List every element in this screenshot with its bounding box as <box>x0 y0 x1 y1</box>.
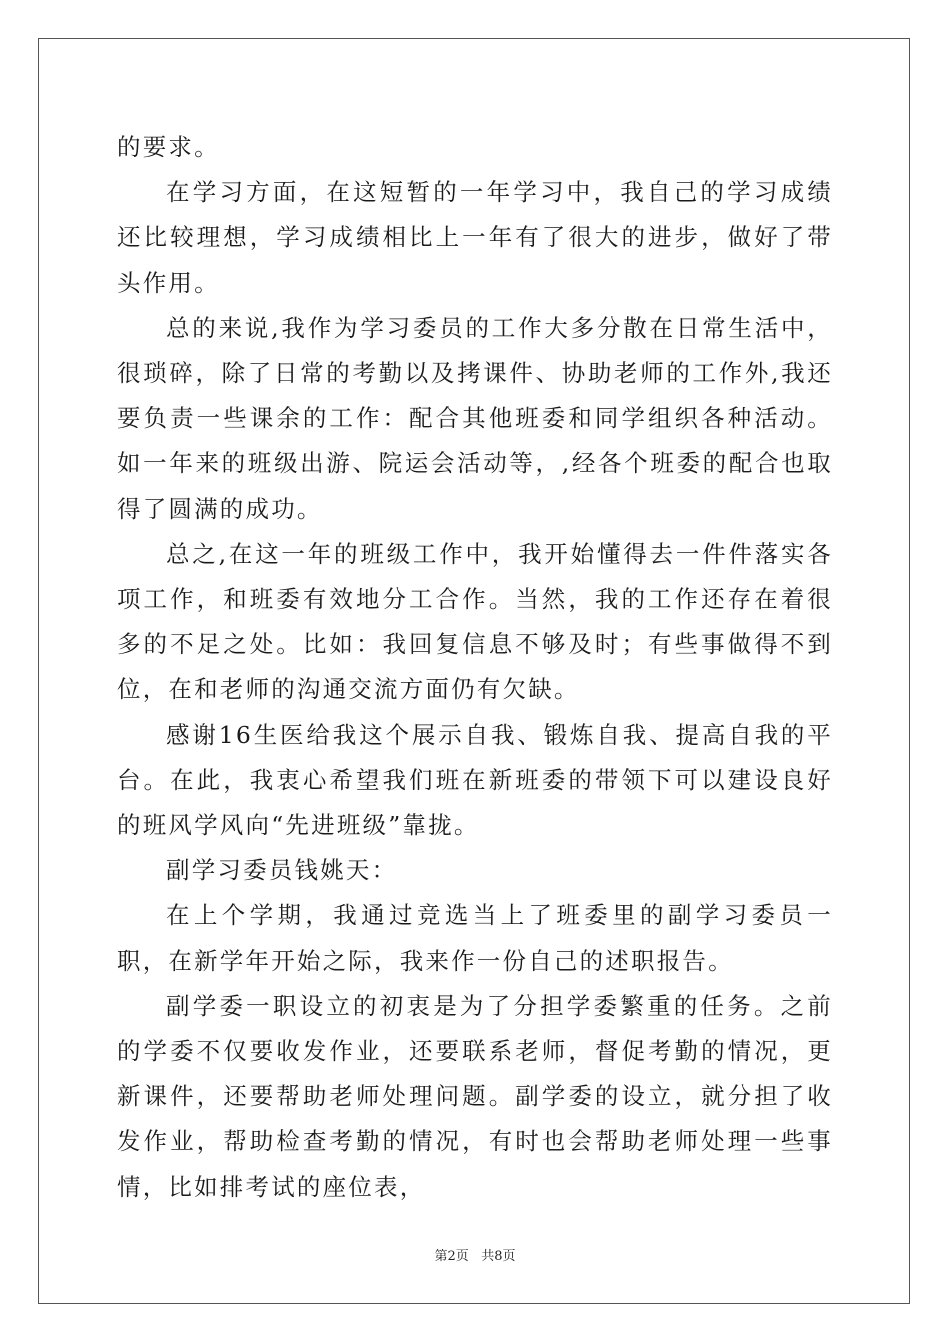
paragraph-5: 感谢16生医给我这个展示自我、锻炼自我、提高自我的平台。在此，我衷心希望我们班在新班委的带领下可以建设良好的班风学风向“先进班级”靠拢。 <box>117 720 833 840</box>
document-body <box>117 125 833 1210</box>
paragraph-7: 在上个学期，我通过竞选当上了班委里的副学习委员一职，在新学年开始之际，我来作一份自己的述职报告。 <box>117 901 833 975</box>
paragraph-2: 在学习方面，在这短暂的一年学习中，我自己的学习成绩还比较理想，学习成绩相比上一年有了很大的进步，做好了带头作用。 <box>117 178 833 297</box>
paragraph-6-heading: 副学习委员钱姚天： <box>166 856 398 885</box>
paragraph-4: 总之,在这一年的班级工作中，我开始懂得去一件件落实各项工作，和班委有效地分工合作。当然，我的工作还存在着很多的不足之处。比如：我回复信息不够及时；有些事做得不到位，在和老师的沟通交流方面仍有欠缺。 <box>117 539 833 704</box>
page-total: 共8页 <box>481 1249 516 1264</box>
paragraph-1: 的要求。 <box>117 133 220 161</box>
paragraph-3: 总的来说,我作为学习委员的工作大多分散在日常生活中，很琐碎，除了日常的考勤以及拷课件、协助老师的工作外,我还要负责一些课余的工作：配合其他班委和同学组织各种活动。如一年来的班级出游、院运会活动等，,经各个班委的配合也取得了圆满的成功。 <box>117 313 833 523</box>
page-number: 第2页 <box>434 1249 469 1264</box>
page-footer <box>0 1248 950 1266</box>
paragraph-8: 副学委一职设立的初衷是为了分担学委繁重的任务。之前的学委不仅要收发作业，还要联系老师，督促考勤的情况，更新课件，还要帮助老师处理问题。副学委的设立，就分担了收发作业，帮助检查考勤的情况，有时也会帮助老师处理一些事情，比如排考试的座位表， <box>117 991 833 1201</box>
